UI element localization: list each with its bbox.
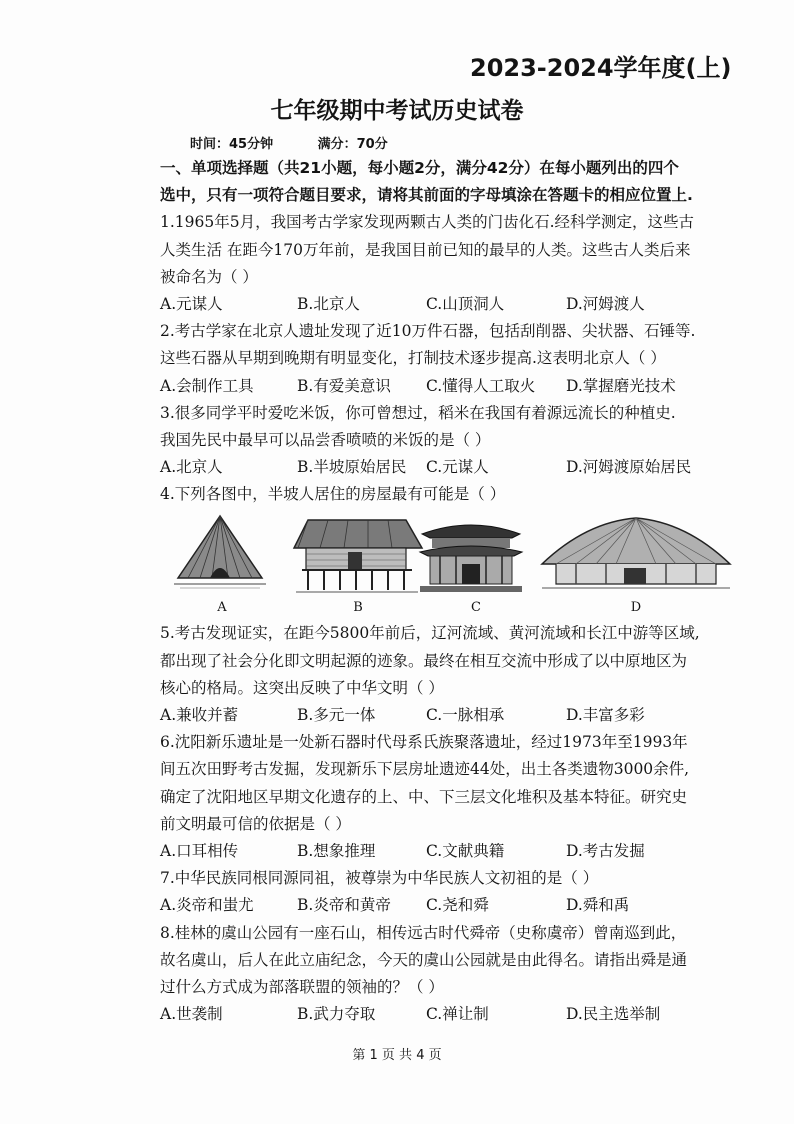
options-row	[160, 892, 736, 919]
option-d: D.河姆渡人	[566, 294, 645, 313]
question-text: 核心的格局。这突出反映了中华文明（ ）	[160, 678, 444, 697]
question-text: 故名虞山，后人在此立庙纪念，今天的虞山公园就是由此得名。请指出舜是通	[160, 950, 688, 969]
option-c: C.尧和舜	[426, 896, 489, 915]
stilt-house-image-b	[288, 512, 428, 598]
option-d: D.舜和禹	[566, 896, 630, 915]
question-text: 1.1965年5月，我国考古学家发现两颗古人类的门齿化石.经科学测定，这些古	[160, 213, 695, 232]
option-c: C.元谋人	[426, 458, 489, 477]
option-b: B.炎帝和黄帝	[297, 896, 391, 915]
option-b: B.多元一体	[297, 706, 376, 724]
question-7	[160, 865, 736, 919]
option-b: B.半坡原始居民	[297, 458, 407, 477]
question-6	[160, 729, 736, 865]
question-text: 确定了沈阳地区早期文化遗存的上、中、下三层文化堆积及基本特征。研究史	[160, 787, 688, 806]
exam-score: 满分：70分	[317, 137, 388, 152]
page-footer: 第 1 页 共 4 页	[352, 1048, 442, 1063]
question-area	[160, 155, 736, 1028]
option-a: A.会制作工具	[160, 376, 254, 395]
section-instructions-line-1: 一、单项选择题（共21小题，每小题2分，满分42分）在每小题列出的四个	[160, 159, 679, 177]
options-row	[160, 702, 736, 729]
house-label-d: D	[630, 600, 642, 616]
exam-title: 七年级期中考试历史试卷	[270, 98, 524, 124]
options-row	[160, 373, 736, 400]
question-text: 我国先民中最早可以品尝香喷喷的米饭的是（ ）	[160, 430, 491, 449]
options-row	[160, 454, 736, 481]
option-d: D.民主选举制	[566, 1005, 661, 1024]
option-a: A.炎帝和蚩尤	[160, 896, 254, 915]
question-text: 5.考古发现证实，在距今5800年前后，辽河流域、黄河流域和长江中游等区域,	[160, 624, 700, 643]
option-a: A.口耳相传	[160, 841, 239, 860]
option-c: C.文献典籍	[426, 841, 505, 860]
question-5	[160, 620, 736, 729]
house-label-a: A	[217, 600, 227, 616]
thatched-hut-image-a	[170, 512, 270, 598]
section-instructions-line-2: 选中，只有一项符合题目要求，请将其前面的字母填涂在答题卡的相应位置上.	[160, 186, 693, 205]
school-year: 2023-2024学年度(上)	[470, 54, 732, 82]
house-label-b: B	[353, 600, 363, 616]
banpo-house-image-d	[536, 512, 736, 598]
exam-time: 时间：45分钟	[190, 137, 274, 152]
option-a: A.世袭制	[160, 1005, 223, 1024]
option-b: B.北京人	[297, 294, 360, 313]
question-text: 前文明最可信的依据是（ ）	[160, 814, 351, 833]
question-text: 6.沈阳新乐遗址是一处新石器时代母系氏族聚落遗址，经过1973年至1993年	[160, 733, 688, 752]
question-text: 8.桂林的虞山公园有一座石山，相传远古时代舜帝（史称虞帝）曾南巡到此，	[160, 923, 687, 942]
question-text: 被命名为（ ）	[160, 267, 258, 286]
option-c: C.山顶洞人	[426, 294, 505, 313]
question-text: 过什么方式成为部落联盟的领袖的？（ ）	[160, 977, 444, 996]
question-text: 这些石器从早期到晚期有明显变化，打制技术逐步提高.这表明北京人（ ）	[160, 349, 666, 368]
question-text: 间五次田野考古发掘，发现新乐下层房址遗迹44处，出土各类遗物3000余件,	[160, 760, 690, 779]
option-d: D.河姆渡原始居民	[566, 458, 692, 477]
option-d: D.掌握磨光技术	[566, 376, 676, 395]
question-text: 7.中华民族同根同源同祖，被尊崇为中华民族人文初祖的是（ ）	[160, 869, 599, 888]
house-images	[160, 512, 736, 620]
options-row	[160, 838, 736, 865]
question-2	[160, 318, 736, 400]
question-1	[160, 209, 736, 318]
option-c: C.一脉相承	[426, 706, 505, 724]
option-d: D.考古发掘	[566, 841, 645, 860]
option-b: B.有爱美意识	[297, 376, 391, 395]
question-text: 2.考古学家在北京人遗址发现了近10万件石器，包括刮削器、尖状器、石锤等.	[160, 322, 696, 341]
option-c: C.禅让制	[426, 1005, 489, 1024]
question-text: 都出现了社会分化即文明起源的迹象。最终在相互交流中形成了以中原地区为	[160, 651, 688, 670]
question-4	[160, 481, 736, 620]
option-a: A.兼收并蓄	[160, 706, 239, 724]
exam-meta	[190, 133, 428, 152]
option-d: D.丰富多彩	[566, 706, 645, 724]
palace-image-c	[416, 512, 526, 598]
question-text: 人类生活 在距今170万年前，是我国目前已知的最早的人类。这些古人类后来	[160, 240, 691, 259]
question-8	[160, 920, 736, 1029]
question-text: 3.很多同学平时爱吃米饭，你可曾想过，稻米在我国有着源远流长的种植史.	[160, 403, 676, 422]
option-b: B.想象推理	[297, 841, 376, 860]
options-row	[160, 1001, 736, 1028]
house-label-c: C	[471, 600, 481, 616]
option-c: C.懂得人工取火	[426, 376, 536, 395]
question-text: 4.下列各图中，半坡人居住的房屋最有可能是（ ）	[160, 485, 506, 504]
question-3	[160, 400, 736, 482]
options-row	[160, 291, 736, 318]
option-b: B.武力夺取	[297, 1005, 376, 1024]
option-a: A.元谋人	[160, 294, 223, 313]
option-a: A.北京人	[160, 458, 223, 477]
